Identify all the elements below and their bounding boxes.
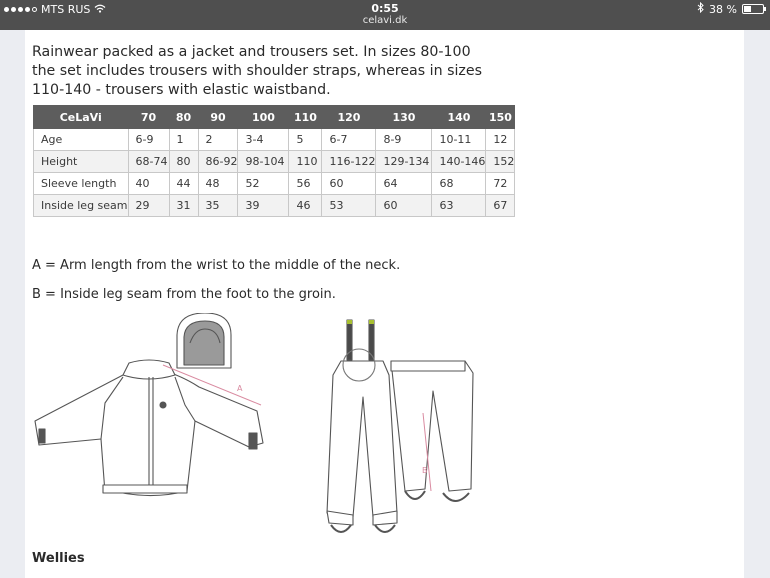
table-cell: 6-9 <box>128 129 169 151</box>
table-cell: 12 <box>486 129 515 151</box>
system-indicators <box>697 2 764 16</box>
rainwear-illustration <box>25 313 744 545</box>
table-cell: 10-11 <box>432 129 486 151</box>
table-cell: 48 <box>198 173 238 195</box>
table-cell: 2 <box>198 129 238 151</box>
table-cell: 52 <box>238 173 289 195</box>
table-cell: 35 <box>198 195 238 217</box>
table-cell: 5 <box>289 129 322 151</box>
table-cell: 44 <box>169 173 198 195</box>
table-cell: 31 <box>169 195 198 217</box>
table-row <box>34 151 515 173</box>
table-cell: 129-134 <box>376 151 432 173</box>
table-cell: 64 <box>376 173 432 195</box>
size-header-cell: 150 <box>486 106 515 129</box>
table-cell: 3-4 <box>238 129 289 151</box>
row-label-cell: Inside leg seam <box>34 195 129 217</box>
table-cell: 98-104 <box>238 151 289 173</box>
bluetooth-icon <box>697 2 704 16</box>
table-cell: 72 <box>486 173 515 195</box>
table-cell: 56 <box>289 173 322 195</box>
table-cell: 60 <box>322 173 376 195</box>
carrier-name: MTS RUS <box>41 2 91 16</box>
table-cell: 6-7 <box>322 129 376 151</box>
table-cell: 110 <box>289 151 322 173</box>
size-chart-table <box>33 105 515 217</box>
table-row <box>34 129 515 151</box>
table-cell: 1 <box>169 129 198 151</box>
hood-drawing <box>177 313 231 368</box>
table-row <box>34 195 515 217</box>
section-heading-wellies: Wellies <box>32 551 85 566</box>
row-label-cell: Age <box>34 129 129 151</box>
bib-trousers-drawing <box>327 320 397 532</box>
table-cell: 86-92 <box>198 151 238 173</box>
address-bar-url[interactable]: celavi.dk <box>362 15 408 26</box>
battery-icon <box>742 4 764 14</box>
size-header-cell: 70 <box>128 106 169 129</box>
table-cell: 67 <box>486 195 515 217</box>
table-cell: 29 <box>128 195 169 217</box>
table-cell: 60 <box>376 195 432 217</box>
size-header-cell: 120 <box>322 106 376 129</box>
table-header-row <box>34 106 515 129</box>
table-cell: 39 <box>238 195 289 217</box>
table-cell: 80 <box>169 151 198 173</box>
table-row <box>34 173 515 195</box>
label-a: A <box>237 384 243 393</box>
table-cell: 63 <box>432 195 486 217</box>
product-description: Rainwear packed as a jacket and trousers set. In sizes 80-100 the set includes trousers with shoulder straps, whereas in sizes 110-140 - trousers with elastic waistband. <box>32 44 482 98</box>
row-label-cell: Sleeve length <box>34 173 129 195</box>
table-cell: 68 <box>432 173 486 195</box>
row-label-cell: Height <box>34 151 129 173</box>
clock: 0:55 <box>371 2 399 15</box>
table-cell: 68-74 <box>128 151 169 173</box>
jacket-drawing <box>35 360 263 496</box>
size-header-cell: 130 <box>376 106 432 129</box>
label-b: B <box>422 466 428 475</box>
legend-leg-seam: B = Inside leg seam from the foot to the groin. <box>32 287 336 302</box>
elastic-trousers-drawing <box>391 361 473 501</box>
page-content <box>25 30 744 578</box>
legend-arm-length: A = Arm length from the wrist to the middle of the neck. <box>32 258 401 273</box>
battery-percent: 38 % <box>709 2 737 16</box>
table-cell: 140-146 <box>432 151 486 173</box>
status-bar <box>0 0 770 30</box>
table-cell: 53 <box>322 195 376 217</box>
size-header-cell: 100 <box>238 106 289 129</box>
table-cell: 40 <box>128 173 169 195</box>
table-cell: 116-122 <box>322 151 376 173</box>
brand-header-cell: CeLaVi <box>34 106 129 129</box>
size-header-cell: 110 <box>289 106 322 129</box>
size-header-cell: 80 <box>169 106 198 129</box>
size-header-cell: 140 <box>432 106 486 129</box>
table-cell: 46 <box>289 195 322 217</box>
table-cell: 8-9 <box>376 129 432 151</box>
table-cell: 152 <box>486 151 515 173</box>
size-header-cell: 90 <box>198 106 238 129</box>
